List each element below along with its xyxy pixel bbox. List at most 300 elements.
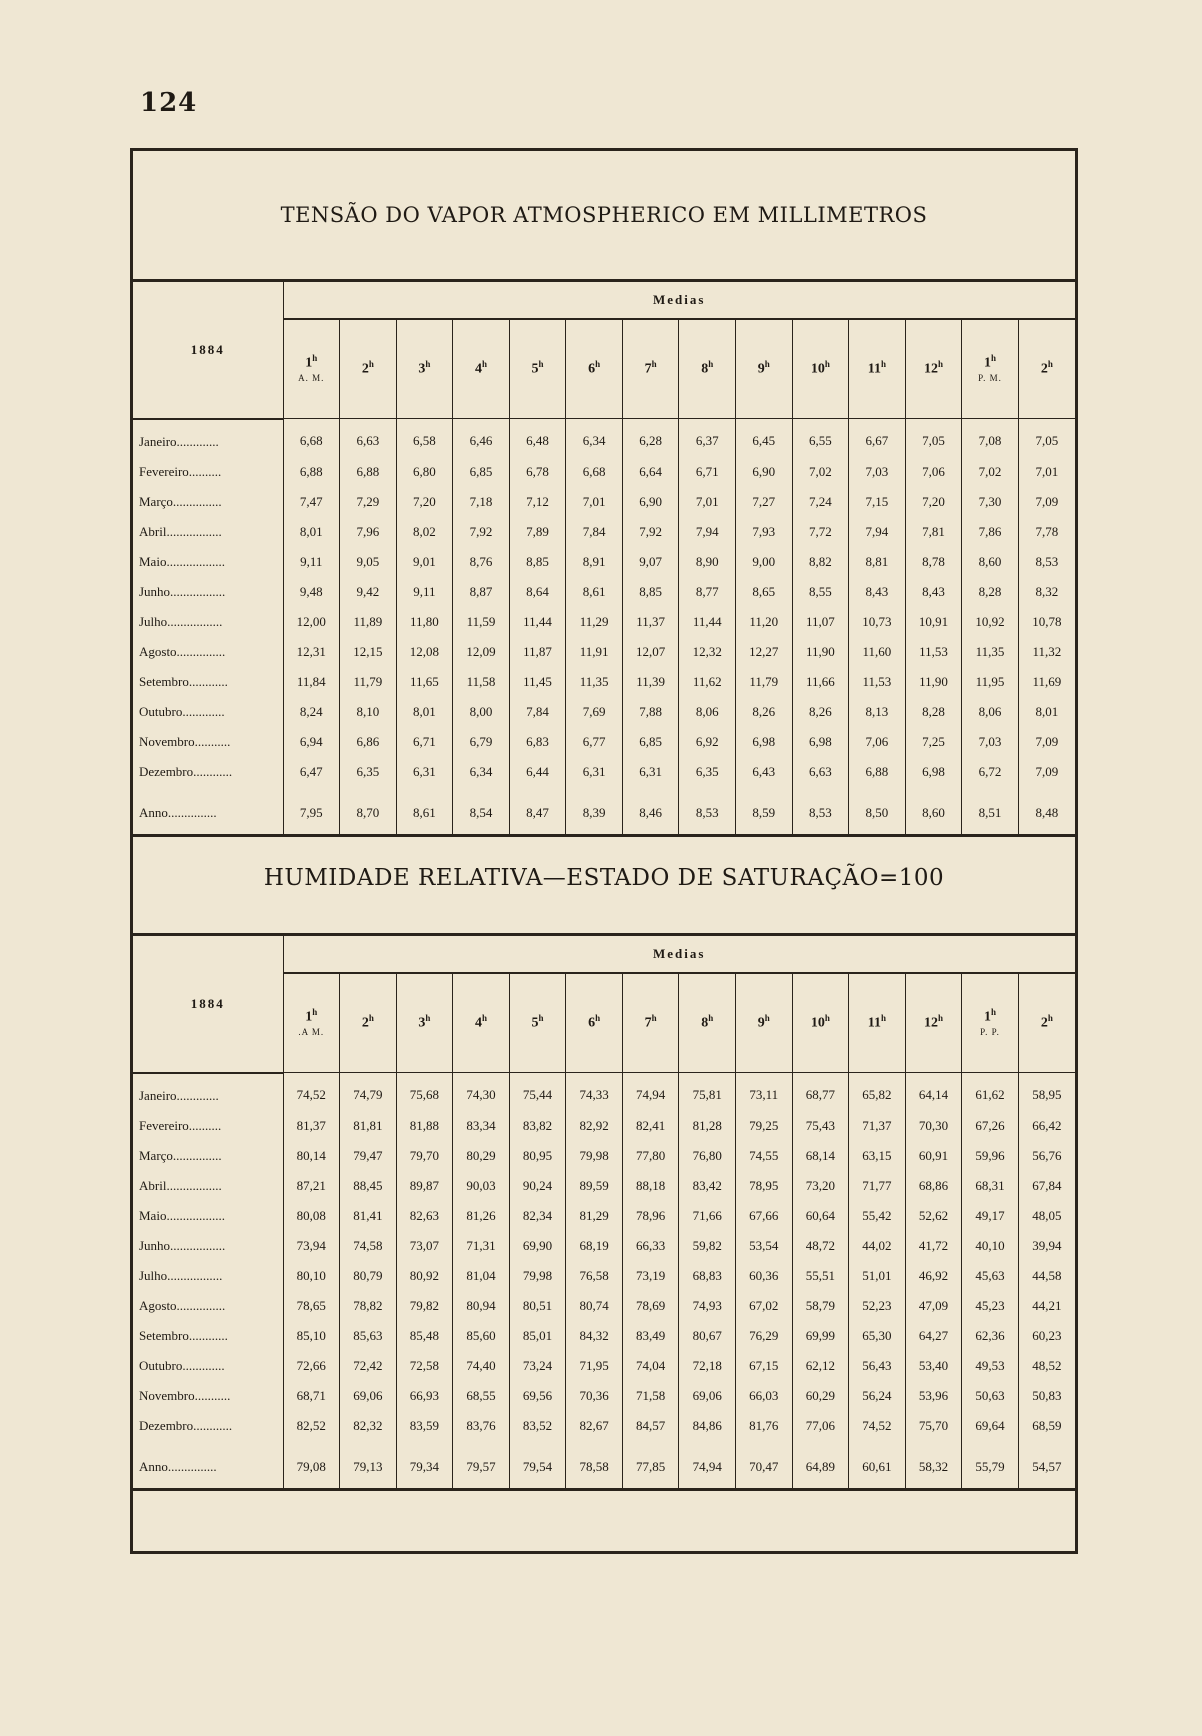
- data-cell: 82,41: [622, 1111, 679, 1141]
- data-cell: 6,98: [792, 727, 849, 757]
- data-cell: 68,86: [905, 1171, 962, 1201]
- data-cell: 89,59: [566, 1171, 623, 1201]
- data-cell: 6,88: [340, 457, 397, 487]
- data-cell: 51,01: [849, 1261, 906, 1291]
- data-cell: 6,28: [622, 419, 679, 457]
- hour-number: 11: [867, 361, 882, 377]
- data-cell: 8,64: [509, 577, 566, 607]
- data-cell: 74,79: [340, 1073, 397, 1111]
- data-cell: 80,94: [453, 1291, 510, 1321]
- data-cell: 74,52: [849, 1411, 906, 1441]
- data-cell: 9,11: [283, 547, 340, 577]
- data-cell: 8,55: [792, 577, 849, 607]
- hour-header: [622, 973, 679, 1073]
- data-cell: 81,41: [340, 1201, 397, 1231]
- data-cell: 44,21: [1018, 1291, 1075, 1321]
- month-label: Outubro.............: [133, 1351, 283, 1381]
- data-cell: 8,91: [566, 547, 623, 577]
- data-cell: 8,76: [453, 547, 510, 577]
- data-cell: 56,76: [1018, 1141, 1075, 1171]
- table-row: [133, 1073, 1075, 1111]
- data-cell: 11,66: [792, 667, 849, 697]
- data-cell: 74,55: [736, 1141, 793, 1171]
- data-cell: 75,70: [905, 1411, 962, 1441]
- hour-suffix: h: [368, 359, 374, 370]
- annual-cell: 60,61: [849, 1441, 906, 1490]
- hour-suffix: h: [937, 359, 943, 370]
- data-cell: 6,85: [622, 727, 679, 757]
- data-cell: 11,80: [396, 607, 453, 637]
- tables-frame: [130, 148, 1078, 1554]
- hour-suffix: h: [425, 359, 431, 370]
- annual-label: Anno...............: [133, 787, 283, 836]
- data-cell: 7,09: [1018, 757, 1075, 787]
- data-cell: 8,06: [962, 697, 1019, 727]
- table-row: [133, 419, 1075, 457]
- data-cell: 68,19: [566, 1231, 623, 1261]
- data-cell: 69,64: [962, 1411, 1019, 1441]
- data-cell: 6,34: [453, 757, 510, 787]
- data-cell: 44,58: [1018, 1261, 1075, 1291]
- hour-suffix: h: [1047, 1013, 1053, 1024]
- data-cell: 7,89: [509, 517, 566, 547]
- data-cell: 60,91: [905, 1141, 962, 1171]
- hour-number: 10: [810, 361, 825, 377]
- data-cell: 46,92: [905, 1261, 962, 1291]
- hour-number: 4: [474, 1015, 482, 1031]
- medias-header-row: [133, 282, 1075, 319]
- data-cell: 7,01: [566, 487, 623, 517]
- hour-number: 9: [757, 361, 765, 377]
- hour-suffix: h: [312, 1007, 318, 1018]
- data-cell: 85,60: [453, 1321, 510, 1351]
- data-cell: 58,79: [792, 1291, 849, 1321]
- data-cell: 11,39: [622, 667, 679, 697]
- data-cell: 79,70: [396, 1141, 453, 1171]
- data-cell: 79,98: [566, 1141, 623, 1171]
- data-cell: 71,58: [622, 1381, 679, 1411]
- data-cell: 55,51: [792, 1261, 849, 1291]
- data-cell: 72,66: [283, 1351, 340, 1381]
- annual-cell: 8,50: [849, 787, 906, 836]
- data-cell: 8,13: [849, 697, 906, 727]
- hour-number: 7: [644, 361, 652, 377]
- data-cell: 74,52: [283, 1073, 340, 1111]
- data-cell: 73,24: [509, 1351, 566, 1381]
- data-cell: 49,17: [962, 1201, 1019, 1231]
- data-cell: 8,53: [1018, 547, 1075, 577]
- data-cell: 6,98: [736, 727, 793, 757]
- data-cell: 80,14: [283, 1141, 340, 1171]
- table-row: [133, 577, 1075, 607]
- hour-period: .A M.: [298, 1027, 325, 1038]
- hour-number: 11: [867, 1015, 882, 1031]
- data-cell: 69,06: [679, 1381, 736, 1411]
- data-cell: 74,58: [340, 1231, 397, 1261]
- data-cell: 8,43: [905, 577, 962, 607]
- data-cell: 66,42: [1018, 1111, 1075, 1141]
- data-cell: 12,09: [453, 637, 510, 667]
- data-cell: 75,68: [396, 1073, 453, 1111]
- table-row: [133, 517, 1075, 547]
- hour-suffix: h: [764, 1013, 770, 1024]
- data-cell: 75,43: [792, 1111, 849, 1141]
- data-cell: 60,23: [1018, 1321, 1075, 1351]
- data-cell: 82,63: [396, 1201, 453, 1231]
- data-cell: 48,72: [792, 1231, 849, 1261]
- data-cell: 11,45: [509, 667, 566, 697]
- month-label: Fevereiro..........: [133, 457, 283, 487]
- data-cell: 59,96: [962, 1141, 1019, 1171]
- hour-header: [509, 319, 566, 419]
- hour-header: [509, 973, 566, 1073]
- annual-cell: 7,95: [283, 787, 340, 836]
- data-cell: 76,58: [566, 1261, 623, 1291]
- hour-suffix: h: [368, 1013, 374, 1024]
- annual-cell: 8,48: [1018, 787, 1075, 836]
- vapor-pressure-title: TENSÃO DO VAPOR ATMOSPHERICO EM MILLIMETROS: [133, 151, 1075, 282]
- data-cell: 65,30: [849, 1321, 906, 1351]
- data-cell: 7,08: [962, 419, 1019, 457]
- hour-header: [283, 319, 340, 419]
- hour-number: 3: [418, 361, 426, 377]
- data-cell: 80,92: [396, 1261, 453, 1291]
- data-cell: 82,34: [509, 1201, 566, 1231]
- annual-cell: 8,46: [622, 787, 679, 836]
- data-cell: 9,11: [396, 577, 453, 607]
- data-cell: 83,49: [622, 1321, 679, 1351]
- hour-number: 4: [474, 361, 482, 377]
- data-cell: 6,35: [679, 757, 736, 787]
- annual-cell: 79,57: [453, 1441, 510, 1490]
- data-cell: 11,58: [453, 667, 510, 697]
- data-cell: 7,09: [1018, 487, 1075, 517]
- data-cell: 7,27: [736, 487, 793, 517]
- data-cell: 55,42: [849, 1201, 906, 1231]
- data-cell: 80,67: [679, 1321, 736, 1351]
- month-label: Julho.................: [133, 607, 283, 637]
- month-label: Dezembro............: [133, 757, 283, 787]
- data-cell: 7,02: [792, 457, 849, 487]
- data-cell: 8,87: [453, 577, 510, 607]
- table-row: [133, 607, 1075, 637]
- data-cell: 8,61: [566, 577, 623, 607]
- month-label: Maio..................: [133, 547, 283, 577]
- data-cell: 7,96: [340, 517, 397, 547]
- data-cell: 69,06: [340, 1381, 397, 1411]
- data-cell: 82,32: [340, 1411, 397, 1441]
- data-cell: 8,82: [792, 547, 849, 577]
- data-cell: 9,00: [736, 547, 793, 577]
- data-cell: 8,65: [736, 577, 793, 607]
- data-cell: 12,00: [283, 607, 340, 637]
- hour-header: [283, 973, 340, 1073]
- month-label: Setembro............: [133, 667, 283, 697]
- data-cell: 10,73: [849, 607, 906, 637]
- data-cell: 66,03: [736, 1381, 793, 1411]
- month-label: Novembro...........: [133, 1381, 283, 1411]
- data-cell: 83,82: [509, 1111, 566, 1141]
- data-cell: 11,95: [962, 667, 1019, 697]
- table-row: [133, 727, 1075, 757]
- data-cell: 62,12: [792, 1351, 849, 1381]
- relative-humidity-table: [133, 936, 1075, 1491]
- vapor-pressure-table: [133, 282, 1075, 837]
- data-cell: 41,72: [905, 1231, 962, 1261]
- hour-number: 12: [923, 1015, 938, 1031]
- month-label: Março...............: [133, 1141, 283, 1171]
- table-row: [133, 487, 1075, 517]
- hour-number: 2: [361, 361, 369, 377]
- data-cell: 11,20: [736, 607, 793, 637]
- data-cell: 60,36: [736, 1261, 793, 1291]
- hour-suffix: h: [708, 359, 714, 370]
- data-cell: 80,29: [453, 1141, 510, 1171]
- data-cell: 7,94: [679, 517, 736, 547]
- data-cell: 11,35: [962, 637, 1019, 667]
- hour-number: 1: [305, 355, 313, 371]
- data-cell: 11,90: [905, 667, 962, 697]
- hour-header: [736, 319, 793, 419]
- annual-cell: 64,89: [792, 1441, 849, 1490]
- hour-header: [566, 973, 623, 1073]
- month-label: Janeiro.............: [133, 419, 283, 457]
- hour-header: [340, 973, 397, 1073]
- table-row: [133, 1231, 1075, 1261]
- data-cell: 12,15: [340, 637, 397, 667]
- relative-humidity-title: HUMIDADE RELATIVA—ESTADO DE SATURAÇÃO=100: [133, 823, 1075, 936]
- data-cell: 11,60: [849, 637, 906, 667]
- data-cell: 7,05: [905, 419, 962, 457]
- medias-header: Medias: [283, 936, 1075, 973]
- data-cell: 6,58: [396, 419, 453, 457]
- annual-cell: 8,51: [962, 787, 1019, 836]
- data-cell: 88,18: [622, 1171, 679, 1201]
- data-cell: 10,91: [905, 607, 962, 637]
- data-cell: 8,28: [962, 577, 1019, 607]
- hour-number: 7: [644, 1015, 652, 1031]
- data-cell: 85,48: [396, 1321, 453, 1351]
- hour-number: 2: [361, 1015, 369, 1031]
- table-row: [133, 667, 1075, 697]
- data-cell: 8,01: [1018, 697, 1075, 727]
- data-cell: 6,94: [283, 727, 340, 757]
- hour-suffix: h: [595, 359, 601, 370]
- data-cell: 9,07: [622, 547, 679, 577]
- data-cell: 6,90: [622, 487, 679, 517]
- data-cell: 64,14: [905, 1073, 962, 1111]
- data-cell: 8,01: [396, 697, 453, 727]
- month-label: Agosto...............: [133, 1291, 283, 1321]
- annual-cell: 8,60: [905, 787, 962, 836]
- data-cell: 11,35: [566, 667, 623, 697]
- data-cell: 84,57: [622, 1411, 679, 1441]
- data-cell: 58,95: [1018, 1073, 1075, 1111]
- hour-suffix: h: [824, 359, 830, 370]
- data-cell: 69,90: [509, 1231, 566, 1261]
- data-cell: 52,23: [849, 1291, 906, 1321]
- data-cell: 64,27: [905, 1321, 962, 1351]
- hour-number: 1: [984, 1009, 992, 1025]
- data-cell: 76,29: [736, 1321, 793, 1351]
- hour-header: [622, 319, 679, 419]
- data-cell: 80,51: [509, 1291, 566, 1321]
- data-cell: 7,15: [849, 487, 906, 517]
- data-cell: 83,42: [679, 1171, 736, 1201]
- data-cell: 12,07: [622, 637, 679, 667]
- data-cell: 8,02: [396, 517, 453, 547]
- data-cell: 6,35: [340, 757, 397, 787]
- data-cell: 60,64: [792, 1201, 849, 1231]
- data-cell: 80,95: [509, 1141, 566, 1171]
- data-cell: 84,32: [566, 1321, 623, 1351]
- data-cell: 7,84: [566, 517, 623, 547]
- hour-suffix: h: [538, 359, 544, 370]
- data-cell: 8,85: [622, 577, 679, 607]
- data-cell: 12,27: [736, 637, 793, 667]
- month-label: Junho.................: [133, 1231, 283, 1261]
- data-cell: 49,53: [962, 1351, 1019, 1381]
- annual-cell: 78,58: [566, 1441, 623, 1490]
- data-cell: 72,58: [396, 1351, 453, 1381]
- annual-cell: 77,85: [622, 1441, 679, 1490]
- table-row: [133, 1171, 1075, 1201]
- data-cell: 6,31: [566, 757, 623, 787]
- hour-number: 9: [757, 1015, 765, 1031]
- data-cell: 82,52: [283, 1411, 340, 1441]
- data-cell: 79,47: [340, 1141, 397, 1171]
- data-cell: 60,29: [792, 1381, 849, 1411]
- table-row: [133, 457, 1075, 487]
- month-label: Agosto...............: [133, 637, 283, 667]
- data-cell: 11,44: [679, 607, 736, 637]
- table-row: [133, 1261, 1075, 1291]
- data-cell: 6,55: [792, 419, 849, 457]
- annual-row: [133, 1441, 1075, 1490]
- data-cell: 11,44: [509, 607, 566, 637]
- data-cell: 45,63: [962, 1261, 1019, 1291]
- data-cell: 75,44: [509, 1073, 566, 1111]
- data-cell: 6,31: [396, 757, 453, 787]
- hour-header: [679, 319, 736, 419]
- data-cell: 73,11: [736, 1073, 793, 1111]
- data-cell: 81,26: [453, 1201, 510, 1231]
- hour-suffix: h: [1047, 359, 1053, 370]
- hour-header: [849, 973, 906, 1073]
- month-label: Julho.................: [133, 1261, 283, 1291]
- hour-header: [905, 973, 962, 1073]
- data-cell: 65,82: [849, 1073, 906, 1111]
- data-cell: 7,92: [453, 517, 510, 547]
- data-cell: 6,68: [283, 419, 340, 457]
- data-cell: 8,26: [792, 697, 849, 727]
- data-cell: 74,33: [566, 1073, 623, 1111]
- data-cell: 6,64: [622, 457, 679, 487]
- data-cell: 8,90: [679, 547, 736, 577]
- data-cell: 71,37: [849, 1111, 906, 1141]
- annual-cell: 8,70: [340, 787, 397, 836]
- table-row: [133, 1201, 1075, 1231]
- data-cell: 6,71: [679, 457, 736, 487]
- data-cell: 90,03: [453, 1171, 510, 1201]
- data-cell: 6,88: [849, 757, 906, 787]
- data-cell: 53,40: [905, 1351, 962, 1381]
- data-cell: 11,89: [340, 607, 397, 637]
- year-label: 1884: [133, 282, 283, 419]
- data-cell: 7,20: [396, 487, 453, 517]
- month-label: Janeiro.............: [133, 1073, 283, 1111]
- data-cell: 7,03: [962, 727, 1019, 757]
- data-cell: 8,06: [679, 697, 736, 727]
- data-cell: 7,88: [622, 697, 679, 727]
- data-cell: 11,59: [453, 607, 510, 637]
- data-cell: 7,69: [566, 697, 623, 727]
- annual-cell: 8,53: [679, 787, 736, 836]
- hour-header: [849, 319, 906, 419]
- hour-header: [396, 319, 453, 419]
- data-cell: 10,92: [962, 607, 1019, 637]
- data-cell: 81,28: [679, 1111, 736, 1141]
- data-cell: 11,07: [792, 607, 849, 637]
- month-label: Abril.................: [133, 1171, 283, 1201]
- data-cell: 6,47: [283, 757, 340, 787]
- data-cell: 8,77: [679, 577, 736, 607]
- annual-cell: 8,39: [566, 787, 623, 836]
- data-cell: 76,80: [679, 1141, 736, 1171]
- data-cell: 81,37: [283, 1111, 340, 1141]
- data-cell: 67,02: [736, 1291, 793, 1321]
- data-cell: 73,94: [283, 1231, 340, 1261]
- data-cell: 10,78: [1018, 607, 1075, 637]
- data-cell: 6,83: [509, 727, 566, 757]
- hour-header: [679, 973, 736, 1073]
- data-cell: 68,59: [1018, 1411, 1075, 1441]
- medias-header: Medias: [283, 282, 1075, 319]
- data-cell: 85,01: [509, 1321, 566, 1351]
- data-cell: 69,99: [792, 1321, 849, 1351]
- hour-suffix: h: [595, 1013, 601, 1024]
- data-cell: 75,81: [679, 1073, 736, 1111]
- hour-suffix: h: [481, 359, 487, 370]
- data-cell: 6,45: [736, 419, 793, 457]
- month-label: Junho.................: [133, 577, 283, 607]
- table-row: [133, 1321, 1075, 1351]
- data-cell: 7,84: [509, 697, 566, 727]
- hour-header: [962, 319, 1019, 419]
- data-cell: 12,08: [396, 637, 453, 667]
- annual-label: Anno...............: [133, 1441, 283, 1490]
- data-cell: 11,79: [340, 667, 397, 697]
- vapor-pressure-section: [133, 151, 1075, 823]
- hour-suffix: h: [764, 359, 770, 370]
- annual-cell: 8,54: [453, 787, 510, 836]
- data-cell: 8,10: [340, 697, 397, 727]
- hour-header: [453, 319, 510, 419]
- data-cell: 78,95: [736, 1171, 793, 1201]
- hour-suffix: h: [881, 359, 887, 370]
- data-cell: 11,91: [566, 637, 623, 667]
- data-cell: 11,79: [736, 667, 793, 697]
- hour-header: [905, 319, 962, 419]
- hour-number: 8: [701, 1015, 709, 1031]
- data-cell: 7,20: [905, 487, 962, 517]
- hour-suffix: h: [425, 1013, 431, 1024]
- data-cell: 82,67: [566, 1411, 623, 1441]
- data-cell: 8,43: [849, 577, 906, 607]
- hour-number: 5: [531, 361, 539, 377]
- data-cell: 6,92: [679, 727, 736, 757]
- annual-cell: 55,79: [962, 1441, 1019, 1490]
